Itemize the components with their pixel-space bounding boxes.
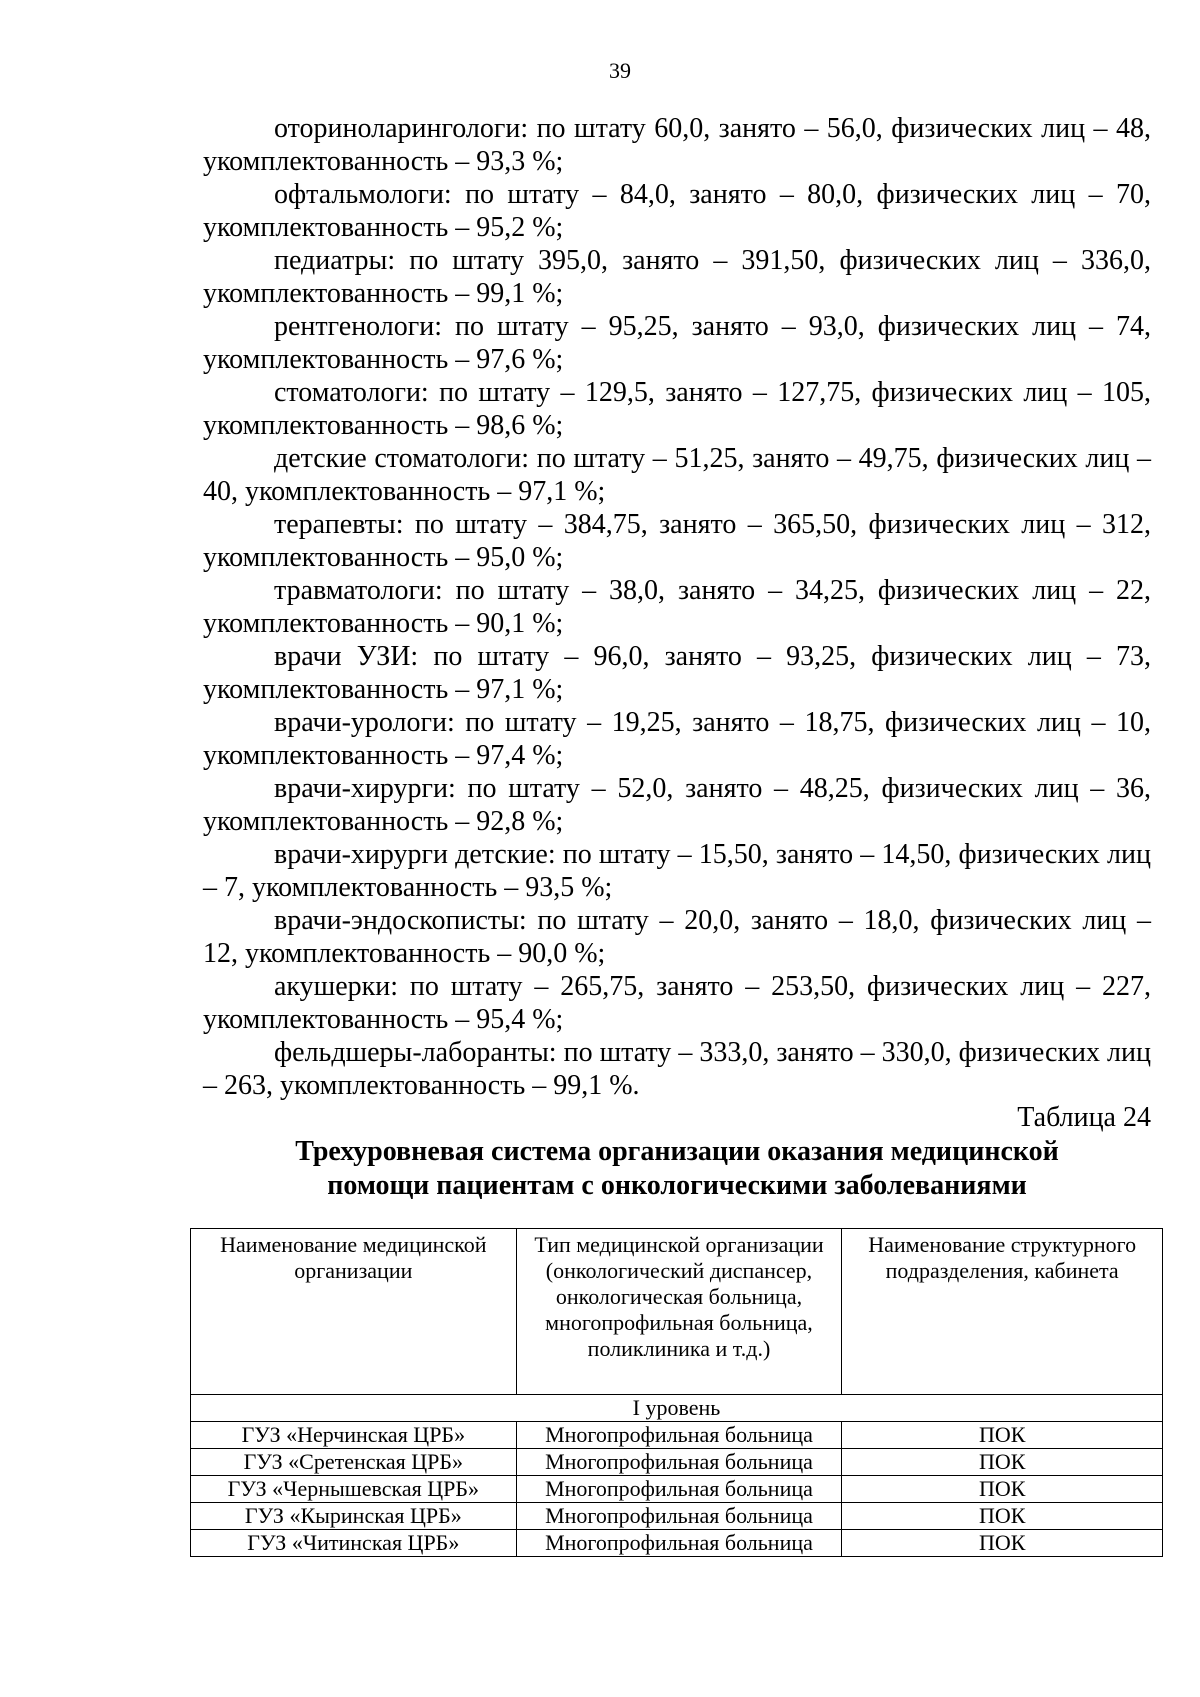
- paragraph: врачи-хирурги детские: по штату – 15,50, занято – 14,50, физических лиц – 7, укомплектованность – 93,5 %;: [203, 839, 1151, 903]
- cell-unit: ПОК: [842, 1476, 1163, 1503]
- cell-type: Многопрофильная больница: [516, 1503, 842, 1530]
- cell-unit: ПОК: [842, 1449, 1163, 1476]
- paragraph: врачи-урологи: по штату – 19,25, занято – 18,75, физических лиц – 10, укомплектованность – 97,4 %;: [203, 707, 1151, 771]
- level-label: I уровень: [191, 1395, 1163, 1422]
- paragraph: оториноларингологи: по штату 60,0, занято – 56,0, физических лиц – 48, укомплектованность – 93,3 %;: [203, 113, 1151, 177]
- header-organization-name: Наименование медицинской организации: [191, 1229, 517, 1395]
- cell-type: Многопрофильная больница: [516, 1449, 842, 1476]
- cell-organization: ГУЗ «Нерчинская ЦРБ»: [191, 1422, 517, 1449]
- table-row: [191, 1476, 1163, 1503]
- body-text: [203, 112, 1151, 1102]
- table-row: [191, 1422, 1163, 1449]
- page-number: 39: [609, 58, 631, 83]
- table-header-row: [191, 1229, 1163, 1395]
- paragraph: акушерки: по штату – 265,75, занято – 253,50, физических лиц – 227, укомплектованность – 95,4 %;: [203, 971, 1151, 1035]
- table-row: [191, 1530, 1163, 1557]
- table-level-row: [191, 1395, 1163, 1422]
- paragraph: педиатры: по штату 395,0, занято – 391,50, физических лиц – 336,0, укомплектованность – 99,1 %;: [203, 245, 1151, 309]
- cell-type: Многопрофильная больница: [516, 1530, 842, 1557]
- cell-unit: ПОК: [842, 1422, 1163, 1449]
- paragraph: врачи УЗИ: по штату – 96,0, занято – 93,25, физических лиц – 73, укомплектованность – 97,1 %;: [203, 641, 1151, 705]
- cell-type: Многопрофильная больница: [516, 1476, 842, 1503]
- cell-organization: ГУЗ «Кыринская ЦРБ»: [191, 1503, 517, 1530]
- cell-organization: ГУЗ «Сретенская ЦРБ»: [191, 1449, 517, 1476]
- paragraph: стоматологи: по штату – 129,5, занято – 127,75, физических лиц – 105, укомплектованность – 98,6 %;: [203, 377, 1151, 441]
- header-organization-type: Тип медицинской организации (онкологический диспансер, онкологическая больница, многопрофильная больница, поликлиника и т.д.): [516, 1229, 842, 1395]
- paragraph: детские стоматологи: по штату – 51,25, занято – 49,75, физических лиц – 40, укомплектованность – 97,1 %;: [203, 443, 1151, 507]
- paragraph: врачи-хирурги: по штату – 52,0, занято – 48,25, физических лиц – 36, укомплектованность – 92,8 %;: [203, 773, 1151, 837]
- table-title-line: помощи пациентам с онкологическими заболеваниями: [327, 1170, 1027, 1201]
- header-structural-unit: Наименование структурного подразделения, кабинета: [842, 1229, 1163, 1395]
- paragraph: травматологи: по штату – 38,0, занято – 34,25, физических лиц – 22, укомплектованность – 90,1 %;: [203, 575, 1151, 639]
- table-title: [203, 1135, 1151, 1203]
- oncology-care-table: [190, 1228, 1163, 1557]
- cell-unit: ПОК: [842, 1530, 1163, 1557]
- paragraph: рентгенологи: по штату – 95,25, занято – 93,0, физических лиц – 74, укомплектованность – 97,6 %;: [203, 311, 1151, 375]
- table-caption: Таблица 24: [1017, 1102, 1151, 1133]
- paragraph: врачи-эндоскописты: по штату – 20,0, занято – 18,0, физических лиц – 12, укомплектованность – 90,0 %;: [203, 905, 1151, 969]
- cell-type: Многопрофильная больница: [516, 1422, 842, 1449]
- paragraph: терапевты: по штату – 384,75, занято – 365,50, физических лиц – 312, укомплектованность – 95,0 %;: [203, 509, 1151, 573]
- paragraph: офтальмологи: по штату – 84,0, занято – 80,0, физических лиц – 70, укомплектованность – 95,2 %;: [203, 179, 1151, 243]
- table-row: [191, 1449, 1163, 1476]
- table-title-line: Трехуровневая система организации оказания медицинской: [295, 1136, 1059, 1167]
- cell-organization: ГУЗ «Читинская ЦРБ»: [191, 1530, 517, 1557]
- table-row: [191, 1503, 1163, 1530]
- cell-organization: ГУЗ «Чернышевская ЦРБ»: [191, 1476, 517, 1503]
- cell-unit: ПОК: [842, 1503, 1163, 1530]
- paragraph: фельдшеры-лаборанты: по штату – 333,0, занято – 330,0, физических лиц – 263, укомплектованность – 99,1 %.: [203, 1037, 1151, 1101]
